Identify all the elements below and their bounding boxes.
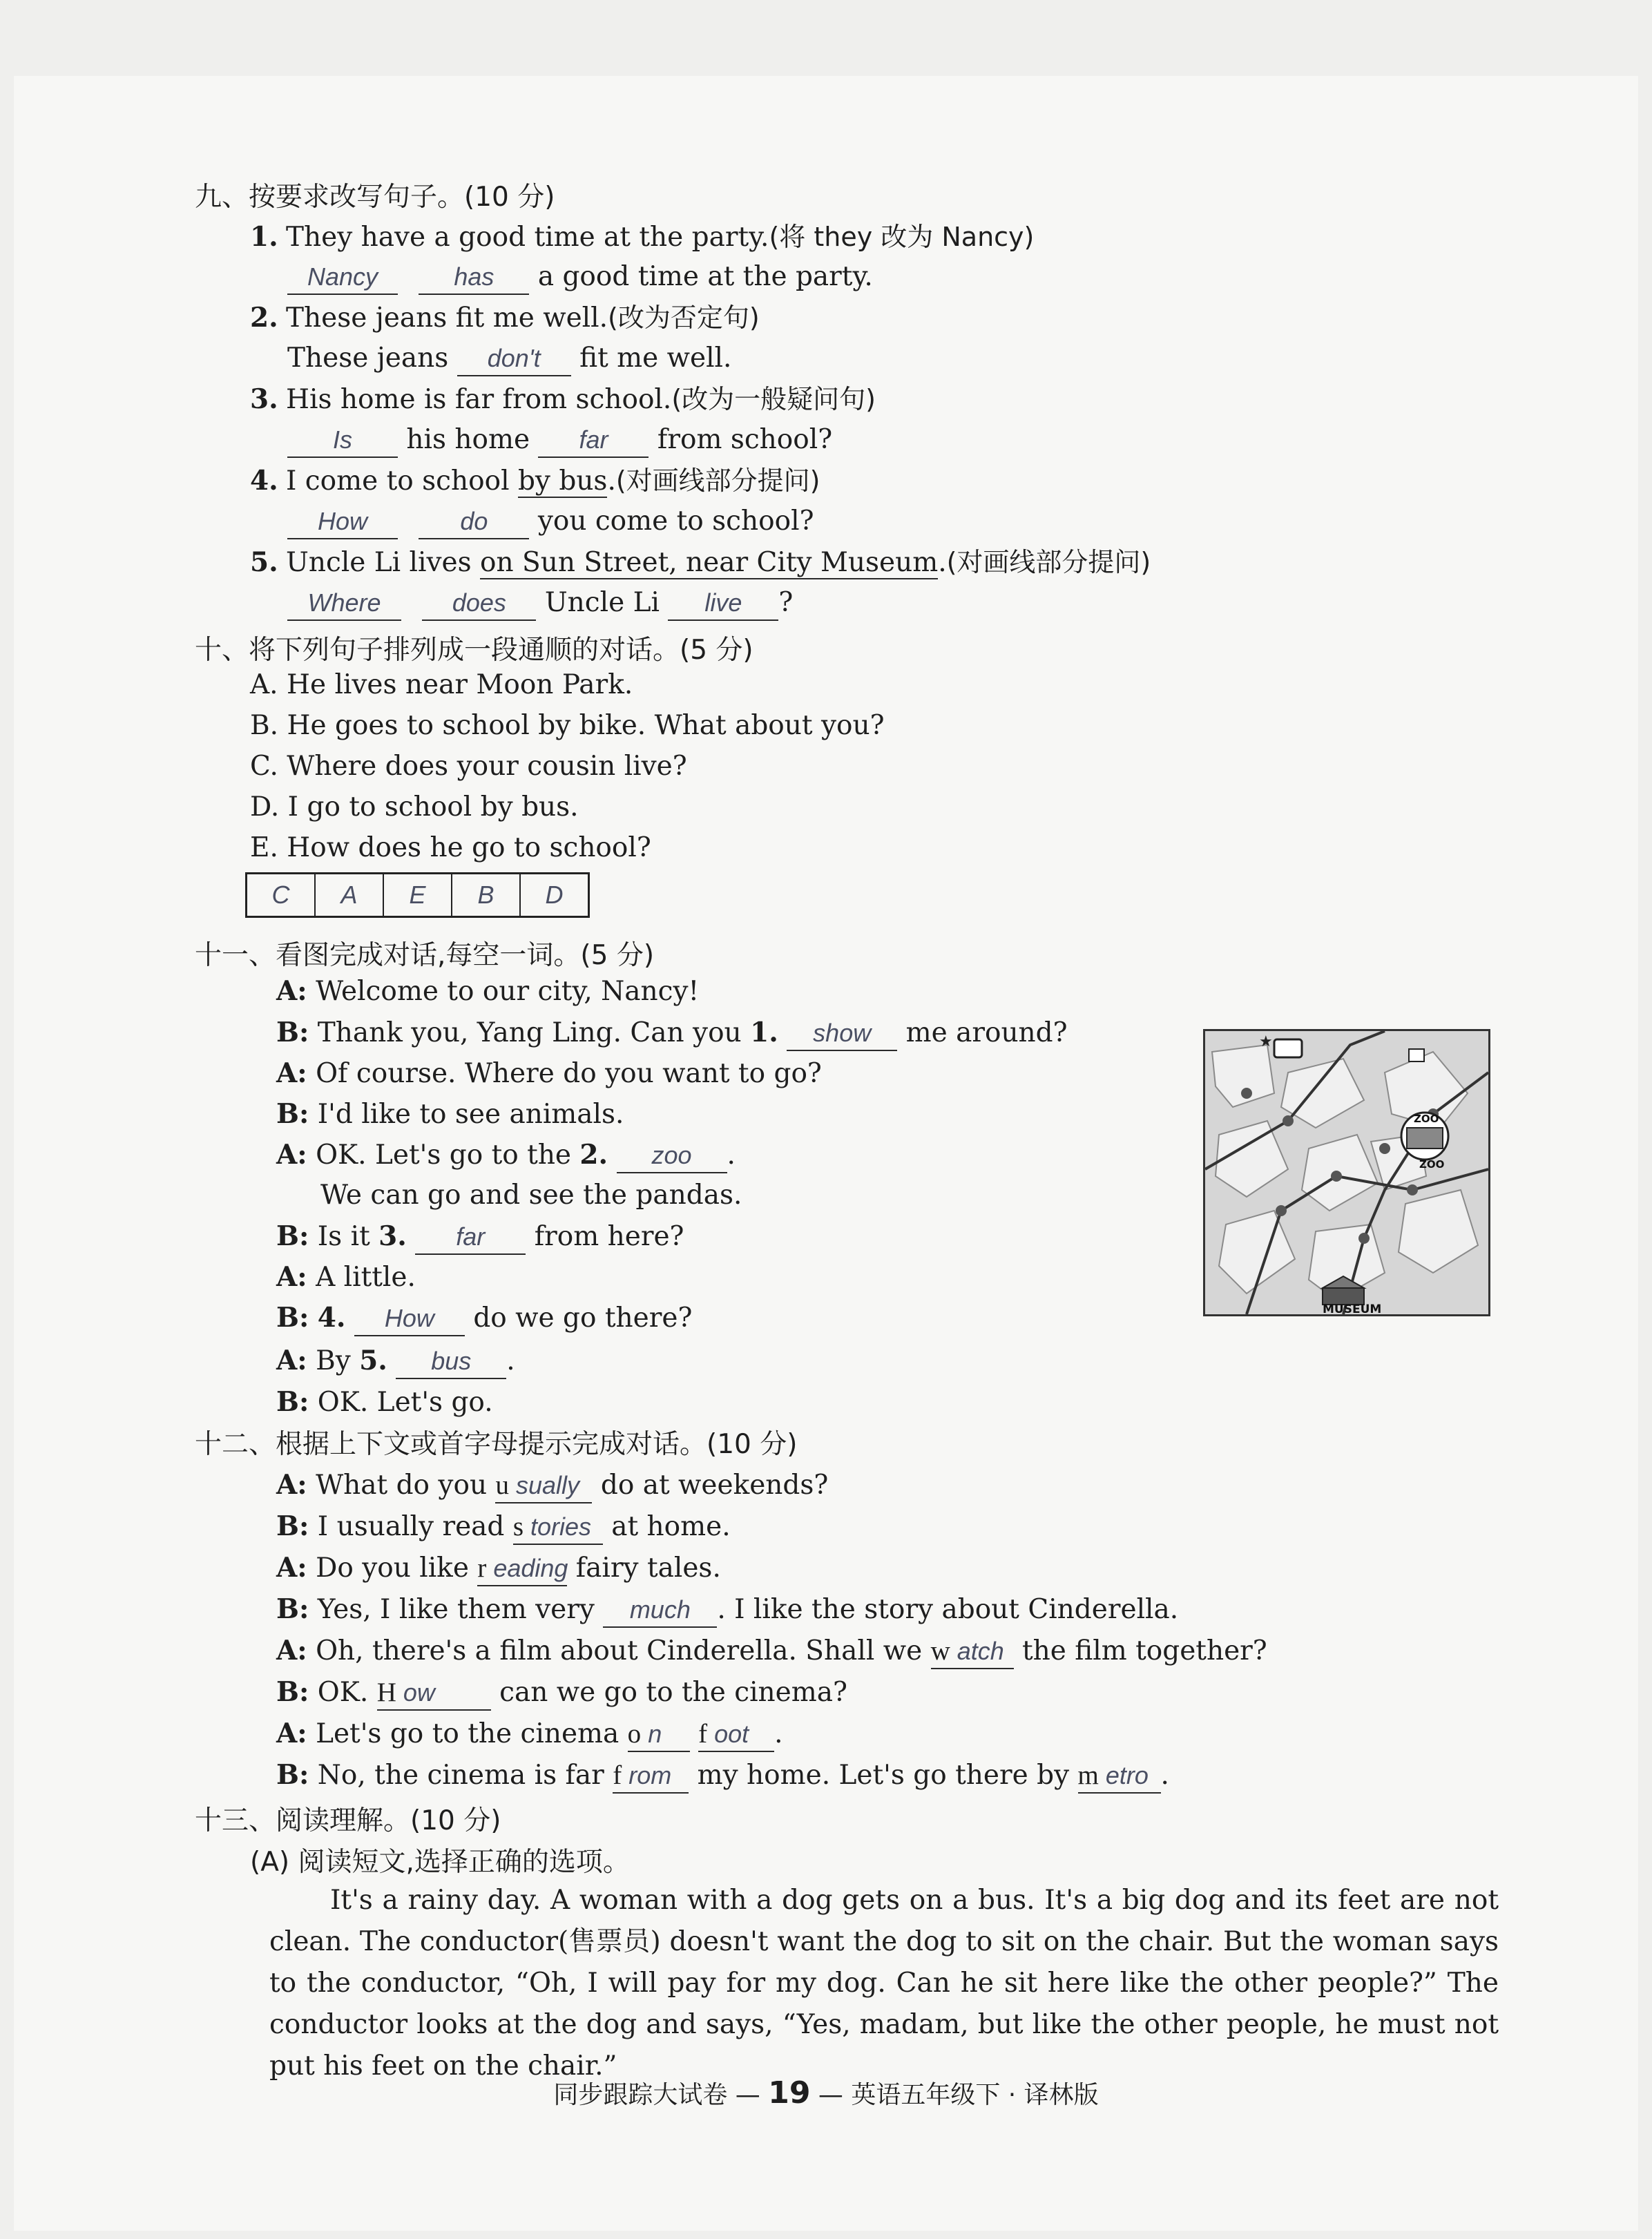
- s9-q2-prompt: 2. These jeans fit me well.(改为否定句): [250, 302, 760, 334]
- s9-q4-prompt: 4. I come to school by bus.(对画线部分提问): [250, 465, 820, 497]
- section-13-title: 十三、阅读理解。(10 分): [195, 1805, 501, 1836]
- answer-blank[interactable]: u sually: [495, 1470, 592, 1503]
- answer-blank[interactable]: o n: [628, 1719, 690, 1752]
- answer-blank[interactable]: does: [422, 588, 536, 621]
- map-label-zoo: ZOO: [1419, 1158, 1445, 1171]
- s10-option-d: D. I go to school by bus.: [250, 791, 579, 823]
- page-number: 19: [768, 2075, 811, 2111]
- map-drawing: [1205, 1031, 1488, 1314]
- s10-option-a: A. He lives near Moon Park.: [250, 669, 633, 700]
- answer-blank[interactable]: How: [354, 1303, 465, 1336]
- answer-blank[interactable]: has: [419, 262, 529, 295]
- s12-line: A: Oh, there's a film about Cinderella. Shall we w atch the film together?: [276, 1630, 1267, 1672]
- s12-line: B: Yes, I like them very much . I like the story about Cinderella.: [276, 1588, 1178, 1631]
- s12-line: A: Do you like r eading fairy tales.: [276, 1547, 721, 1589]
- answer-blank[interactable]: Where: [287, 588, 401, 621]
- s12-line: A: What do you u sually do at weekends?: [276, 1464, 828, 1506]
- section-11-title: 十一、看图完成对话,每空一词。(5 分): [195, 940, 655, 971]
- answer-blank[interactable]: Is: [287, 425, 398, 458]
- answer-blank[interactable]: don't: [457, 343, 571, 376]
- answer-blank[interactable]: live: [668, 588, 778, 621]
- s12-line: B: I usually read s tories at home.: [276, 1506, 731, 1548]
- s11-line: A: By 5. bus .: [276, 1340, 515, 1382]
- answer-box[interactable]: B: [452, 874, 521, 916]
- s10-option-e: E. How does he go to school?: [250, 832, 651, 863]
- s11-line: A: A little.: [276, 1261, 416, 1293]
- s9-q1-prompt: 1. They have a good time at the party.(将 they 改为 Nancy): [250, 221, 1035, 253]
- answer-blank[interactable]: m etro: [1078, 1760, 1161, 1794]
- answer-blank[interactable]: far: [538, 425, 649, 458]
- answer-blank[interactable]: s tories: [513, 1512, 603, 1545]
- s11-line: B: I'd like to see animals.: [276, 1098, 624, 1130]
- answer-blank[interactable]: f oot: [698, 1719, 774, 1752]
- answer-box[interactable]: D: [545, 881, 564, 909]
- answer-blank[interactable]: show: [787, 1018, 897, 1051]
- answer-blank[interactable]: zoo: [617, 1140, 727, 1173]
- s12-line: B: OK. H ow can we go to the cinema?: [276, 1671, 847, 1713]
- answer-blank[interactable]: do: [419, 506, 529, 539]
- section-9-title: 九、按要求改写句子。(10 分): [195, 182, 555, 213]
- s11-line: B: Is it 3. far from here?: [276, 1215, 684, 1258]
- s12-line: B: No, the cinema is far f rom my home. Let's go there by m etro .: [276, 1754, 1169, 1796]
- s9-q1-answer: Nancy has a good time at the party.: [287, 256, 873, 298]
- s11-line: A: Welcome to our city, Nancy!: [276, 975, 700, 1007]
- s10-option-b: B. He goes to school by bike. What about you?: [250, 710, 885, 741]
- reading-passage: It's a rainy day. A woman with a dog gets on a bus. It's a big dog and its feet are not clean. The conductor(售票员) doesn't want the dog to sit on the chair. But the woman says to the conductor, “Oh, I will pay for my dog. Can he sit here like the other people?” The conductor looks at the dog and says, “Yes, madam, but like the other people, he must not put his feet on the chair.”: [269, 1885, 1499, 2082]
- star-icon: ★: [1259, 1033, 1273, 1050]
- answer-blank[interactable]: H ow: [377, 1678, 491, 1711]
- map-label-zoo: ZOO: [1414, 1113, 1439, 1125]
- page-footer: 同步跟踪大试卷 — 19 — 英语五年级下 · 译林版: [553, 2075, 1099, 2111]
- s9-q3-prompt: 3. His home is far from school.(改为一般疑问句): [250, 383, 876, 415]
- s11-line: A: OK. Let's go to the 2. zoo .: [276, 1134, 736, 1176]
- answer-blank[interactable]: w atch: [931, 1636, 1014, 1669]
- s10-option-c: C. Where does your cousin live?: [250, 751, 687, 782]
- answer-order-boxes: [245, 872, 590, 918]
- map-label-museum: MUSEUM: [1323, 1303, 1382, 1314]
- s9-q3-answer: Is his home far from school?: [287, 419, 832, 461]
- answer-blank[interactable]: Nancy: [287, 262, 398, 295]
- s12-line: A: Let's go to the cinema o n f oot .: [276, 1713, 782, 1755]
- s11-line: B: Thank you, Yang Ling. Can you 1. show me around?: [276, 1012, 1068, 1054]
- s11-line: We can go and see the pandas.: [320, 1180, 742, 1211]
- answer-box[interactable]: E: [384, 874, 452, 916]
- section-12-title: 十二、根据上下文或首字母提示完成对话。(10 分): [195, 1429, 798, 1460]
- s11-line: A: Of course. Where do you want to go?: [276, 1057, 822, 1089]
- answer-blank[interactable]: far: [415, 1222, 526, 1255]
- s11-line: B: OK. Let's go.: [276, 1386, 493, 1418]
- s9-q5-prompt: 5. Uncle Li lives on Sun Street, near City Museum.(对画线部分提问): [250, 546, 1151, 578]
- answer-box[interactable]: A: [316, 874, 384, 916]
- city-map-image: [1203, 1029, 1490, 1316]
- answer-blank[interactable]: bus: [396, 1346, 506, 1379]
- s9-q4-answer: How do you come to school?: [287, 501, 814, 542]
- answer-blank[interactable]: f rom: [613, 1760, 689, 1794]
- s13-subsection-a-title: (A) 阅读短文,选择正确的选项。: [250, 1847, 630, 1878]
- section-10-title: 十、将下列句子排列成一段通顺的对话。(5 分): [195, 635, 753, 666]
- s9-q5-answer: Where does Uncle Li live ?: [287, 582, 793, 624]
- s9-q2-answer: These jeans don't fit me well.: [287, 338, 731, 379]
- answer-blank[interactable]: r eading: [477, 1553, 567, 1586]
- answer-blank[interactable]: How: [287, 506, 398, 539]
- answer-box[interactable]: C: [247, 874, 316, 916]
- s11-line: B: 4. How do we go there?: [276, 1297, 692, 1339]
- answer-blank[interactable]: much: [603, 1595, 717, 1628]
